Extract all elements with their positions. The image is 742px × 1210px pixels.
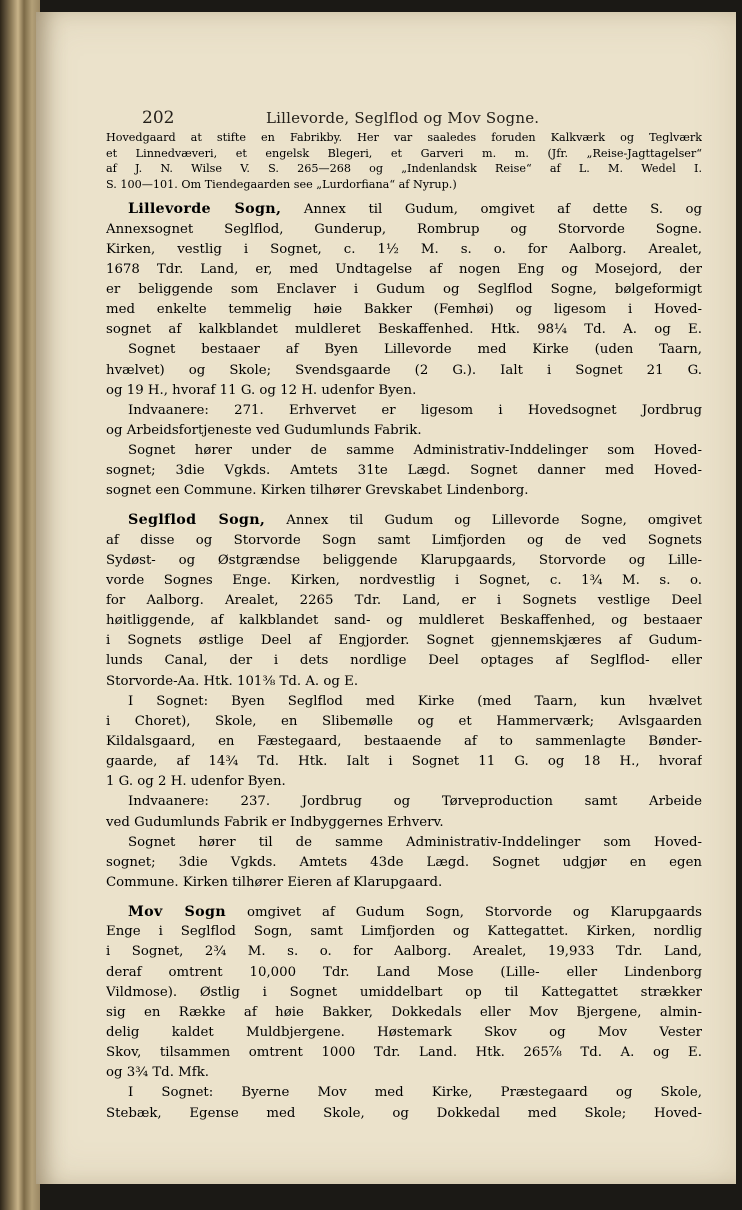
footnote-line: af J. N. Wilse V. S. 265—268 og „Indenlandsk Reise“ af L. M. Wedel I. [106, 162, 702, 176]
paragraph-line: med enkelte temmelig høie Bakker (Femhøi) og ligesom i Hoved- [106, 302, 702, 318]
paragraph-line: høitliggende, af kalkblandet sand- og muldleret Beskaffenhed, og bestaaer [106, 613, 702, 629]
paragraph-line: sig en Række af høie Bakker, Dokkedals eller Mov Bjergene, almin- [106, 1004, 702, 1020]
paragraph-line: lunds Canal, der i dets nordlige Deel optages af Seglflod- eller [106, 653, 702, 669]
book-binding [0, 0, 40, 1210]
footnote-line: Hovedgaard at stifte en Fabrikby. Her var saaledes foruden Kalkværk og Teglværk [106, 131, 702, 144]
paragraph-line: Annex til Gudum, omgivet af dette S. og [303, 202, 702, 218]
paragraph-line: Annexsognet Seglflod, Gunderup, Rombrup og Storvorde Sogne. [106, 221, 702, 237]
paragraph-line: sognet af kalkblandet muldleret Beskaffenhed. Htk. 98¼ Td. A. og E. [106, 322, 702, 338]
paragraph-line: hvælvet) og Skole; Svendsgaarde (2 G.). Ialt i Sognet 21 G. [106, 362, 702, 378]
paragraph-line: Commune. Kirken tilhører Eieren af Klarupgaard. [106, 875, 443, 891]
paragraph-line: 1 G. og 2 H. udenfor Byen. [106, 774, 286, 790]
paragraph-line: og Arbeidsfortjeneste ved Gudumlunds Fabrik. [106, 422, 422, 438]
paragraph-line: gaarde, af 14¾ Td. Htk. Ialt i Sognet 11 G. og 18 H., hvoraf [106, 754, 702, 770]
paragraph-line: I Sognet: Byen Seglflod med Kirke (med Taarn, kun hvælvet [128, 693, 702, 709]
paragraph-line: Stebæk, Egense med Skole, og Dokkedal med Skole; Hoved- [106, 1105, 702, 1121]
paragraph-line: Kirken, vestlig i Sognet, c. 1½ M. s. o. for Aalborg. Arealet, [106, 241, 702, 257]
paragraph-line: Indvaanere: 237. Jordbrug og Tørveproduction samt Arbeide [128, 794, 702, 810]
section-heading: Lillevorde Sogn, [128, 201, 282, 218]
page-number: 202 [142, 108, 175, 128]
paragraph-line: Sognet hører under de samme Administrativ-Inddelinger som Hoved- [128, 443, 702, 459]
paragraph-line: Sognet hører til de samme Administrativ-Inddelinger som Hoved- [128, 834, 702, 850]
paragraph-line: Sognet bestaaer af Byen Lillevorde med Kirke (uden Taarn, [128, 342, 702, 358]
paragraph-line: Annex til Gudum og Lillevorde Sogne, omgivet [286, 513, 702, 529]
paragraph-line: I Sognet: Byerne Mov med Kirke, Præstegaard og Skole, [128, 1085, 702, 1101]
running-title: Lillevorde, Seglflod og Mov Sogne. [266, 109, 540, 127]
paragraph-line: sognet; 3die Vgkds. Amtets 31te Lægd. Sognet danner med Hoved- [106, 463, 702, 479]
section-heading: Seglflod Sogn, [128, 512, 266, 529]
section-first-line [106, 902, 702, 922]
section-first-line [106, 199, 702, 219]
section-heading: Mov Sogn [128, 904, 227, 921]
paragraph-line: Skov, tilsammen omtrent 1000 Tdr. Land. Htk. 265⅞ Td. A. og E. [106, 1045, 702, 1061]
footnote-line: S. 100—101. Om Tiendegaarden see „Lurdorfiana“ af Nyrup.) [106, 177, 457, 191]
paragraph-line: sognet; 3die Vgkds. Amtets 43de Lægd. Sognet udgjør en egen [106, 854, 702, 870]
paragraph-line: deraf omtrent 10,000 Tdr. Land Mose (Lille- eller Lindenborg [106, 964, 702, 980]
paragraph-line: og 19 H., hvoraf 11 G. og 12 H. udenfor Byen. [106, 382, 417, 398]
paragraph-line: i Sognet, 2¾ M. s. o. for Aalborg. Arealet, 19,933 Tdr. Land, [106, 944, 702, 960]
paragraph-line: af disse og Storvorde Sogn samt Limfjorden og de ved Sognets [106, 532, 702, 548]
section-first-line [106, 510, 702, 530]
paragraph-line: vorde Sognes Enge. Kirken, nordvestlig i Sognet, c. 1¾ M. s. o. [106, 572, 702, 588]
paragraph-line: ved Gudumlunds Fabrik er Indbyggernes Erhverv. [106, 814, 444, 830]
paragraph-line: 1678 Tdr. Land, er, med Undtagelse af nogen Eng og Mosejord, der [106, 261, 702, 277]
paragraph-line: og 3¾ Td. Mfk. [106, 1065, 209, 1081]
paragraph-line: Storvorde-Aa. Htk. 101⅜ Td. A. og E. [106, 673, 359, 689]
paragraph-line: sognet een Commune. Kirken tilhører Grevskabet Lindenborg. [106, 483, 529, 499]
footnote-line: et Linnedvæveri, et engelsk Blegeri, et Garveri m. m. (Jfr. „Reise-Jagttagelser“ [106, 146, 702, 160]
paragraph-line: Vildmose). Østlig i Sognet umiddelbart op til Kattegattet strækker [106, 984, 702, 1000]
paragraph-line: i Sognets østlige Deel af Engjorder. Sognet gjennemskjæres af Gudum- [106, 633, 702, 649]
paragraph-line: i Choret), Skole, en Slibemølle og et Hammerværk; Avlsgaarden [106, 713, 702, 729]
paragraph-line: Indvaanere: 271. Erhvervet er ligesom i Hovedsognet Jordbrug [128, 402, 702, 418]
paragraph-line: Kildalsgaard, en Fæstegaard, bestaaende af to sammenlagte Bønder- [106, 734, 702, 750]
paragraph-line: Enge i Seglflod Sogn, samt Limfjorden og Kattegattet. Kirken, nordlig [106, 924, 702, 940]
body-text [106, 130, 702, 1124]
paragraph-line: er beliggende som Enclaver i Gudum og Seglflod Sogne, bølgeformigt [106, 281, 702, 297]
paragraph-line: delig kaldet Muldbjergene. Høstemark Skov og Mov Vester [106, 1025, 702, 1040]
paragraph-line: for Aalborg. Arealet, 2265 Tdr. Land, er i Sognets vestlige Deel [106, 593, 702, 609]
paragraph-line: Sydøst- og Østgrændse beliggende Klarupgaards, Storvorde og Lille- [106, 552, 702, 568]
paragraph-line: omgivet af Gudum Sogn, Storvorde og Klarupgaards [246, 905, 702, 921]
